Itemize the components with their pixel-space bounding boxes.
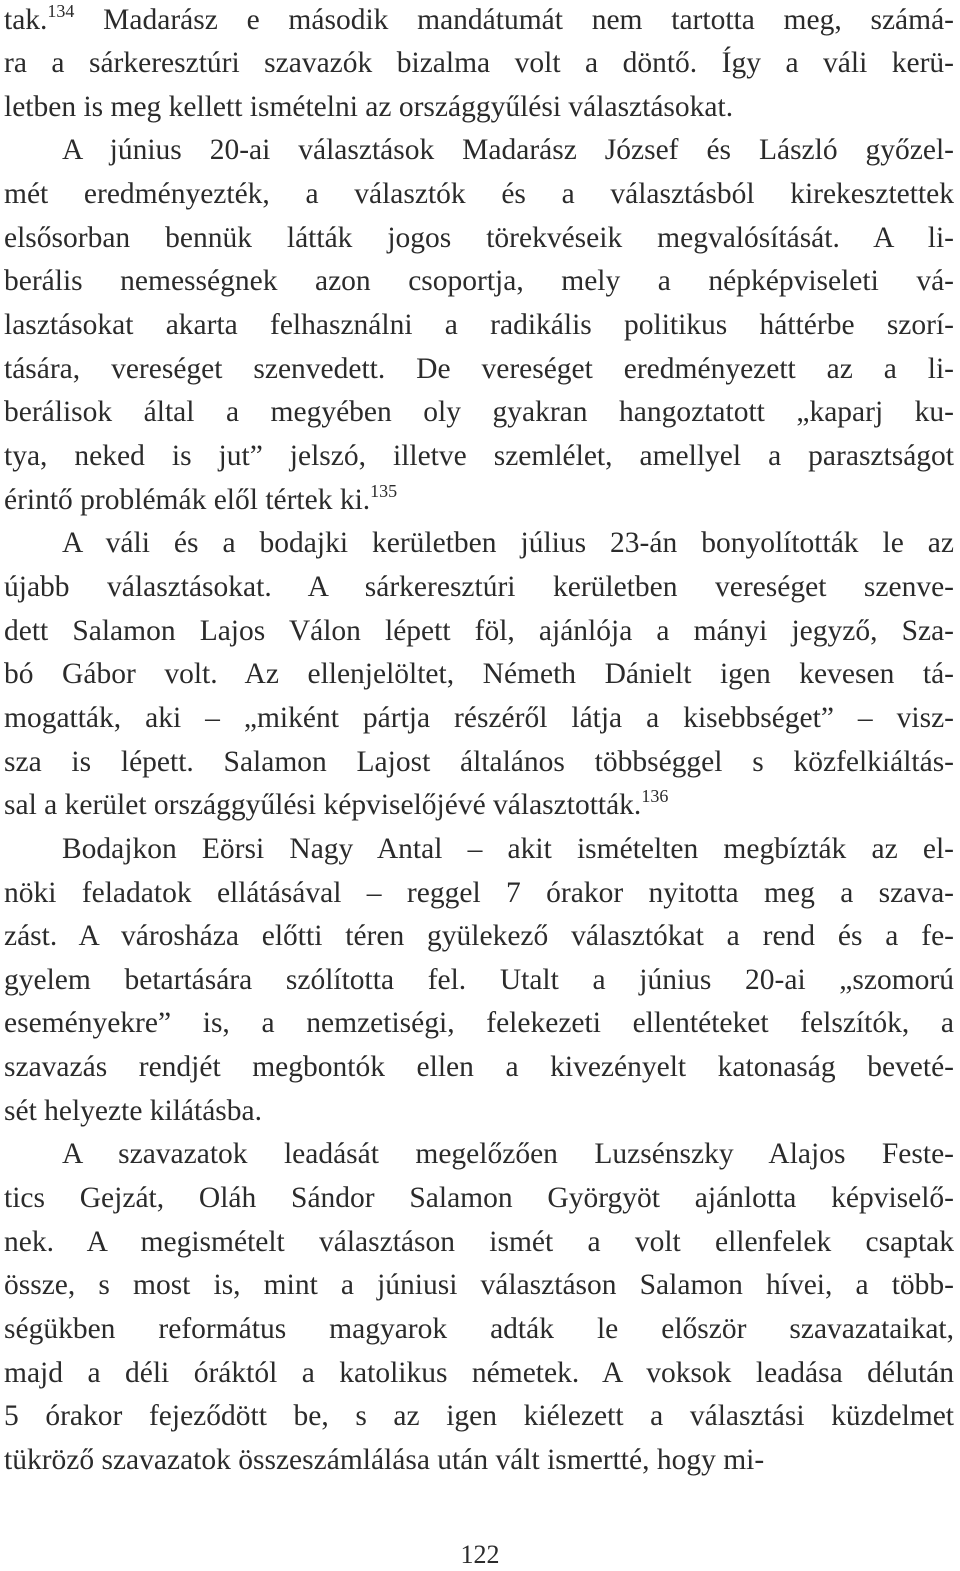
text-segment: szavazás rendjét megbontók ellen a kivezényelt katonaság beveté- (4, 1051, 954, 1084)
text-segment: majd a déli óráktól a katolikus németek. A voksok leadása délután (4, 1356, 954, 1389)
footnote-ref: 135 (370, 480, 398, 501)
text-line (4, 1002, 954, 1045)
text-segment: A szavazatok leadását megelőzően Luzsénszky Alajos Feste- (62, 1138, 954, 1171)
text-segment: tya, neked is jut” jelszó, illetve szemlélet, amellyel a parasztságot (4, 440, 954, 472)
text-line (4, 217, 954, 260)
text-segment: sal a kerület országgyűlési képviselőjévé választották. (4, 789, 642, 822)
text-segment: gyelem betartására szólította fel. Utalt a június 20-ai „szomorú (4, 963, 954, 996)
footnote-ref: 136 (641, 786, 669, 807)
text-segment: mogatták, aki – „miként pártja részéről látja a kisebbséget” – visz- (4, 701, 954, 734)
text-line (4, 1352, 954, 1395)
text-line (4, 42, 954, 85)
text-segment: eseményekre” is, a nemzetiségi, felekezeti ellentéteket felszítók, a (4, 1007, 954, 1040)
text-segment: újabb választásokat. A sárkeresztúri kerületben vereséget szenve- (4, 570, 954, 603)
text-segment: nöki feladatok ellátásával – reggel 7 órakor nyitotta meg a szava- (4, 876, 954, 909)
text-line (4, 1046, 954, 1089)
text-segment: berális nemességnek azon csoportja, mely a népképviseleti vá- (4, 265, 954, 298)
text-segment: össze, s most is, mint a júniusi választáson Salamon hívei, a több- (4, 1269, 954, 1302)
text-segment: A június 20-ai választások Madarász József és László győzel- (62, 134, 954, 167)
text-segment: tak. (4, 3, 48, 36)
text-line (4, 173, 954, 216)
text-line (4, 348, 954, 391)
text-segment: berálisok által a megyében oly gyakran hangoztatott „kaparj ku- (4, 396, 954, 429)
text-line (4, 1090, 954, 1133)
text-line (4, 653, 954, 696)
text-line (4, 741, 954, 784)
text-line (4, 784, 954, 827)
text-line (62, 1133, 954, 1176)
text-segment: Bodajkon Eörsi Nagy Antal – akit ismételten megbízták az el- (62, 832, 954, 865)
text-line (4, 1264, 954, 1307)
text-line (62, 522, 954, 565)
text-segment: mét eredményezték, a választók és a választásból kirekesztettek (4, 178, 954, 211)
text-segment: tükröző szavazatok összeszámlálása után vált ismertté, hogy mi- (4, 1443, 765, 1476)
text-segment: Madarász e második mandátumát nem tartotta meg, számá- (74, 3, 954, 36)
text-line (4, 566, 954, 609)
text-segment: érintő problémák elől tértek ki. (4, 483, 371, 516)
text-line (4, 1395, 954, 1438)
text-segment: sza is lépett. Salamon Lajost általános többséggel s közfelkiáltás- (4, 745, 954, 778)
footnote-ref: 134 (47, 0, 75, 21)
text-line (4, 1177, 954, 1220)
text-line (4, 610, 954, 653)
text-line (4, 872, 954, 915)
text-segment: nek. A megismételt választáson ismét a volt ellenfelek csaptak (4, 1225, 954, 1258)
text-segment: bó Gábor volt. Az ellenjelöltet, Németh Dánielt igen kevesen tá- (4, 658, 954, 691)
text-line (4, 0, 954, 42)
text-line (4, 1439, 954, 1482)
text-segment: zást. A városháza előtti téren gyülekező választókat a rend és a fe- (4, 920, 954, 953)
text-line (4, 915, 954, 958)
text-segment: tics Gejzát, Oláh Sándor Salamon Györgyöt ajánlotta képviselő- (4, 1182, 954, 1215)
text-segment: dett Salamon Lajos Válon lépett föl, ajánlója a mányi jegyző, Sza- (4, 614, 954, 647)
text-line (4, 697, 954, 740)
text-line (4, 435, 954, 478)
text-segment: sét helyezte kilátásba. (4, 1094, 263, 1127)
text-line (4, 86, 954, 129)
text-segment: lasztásokat akarta felhasználni a radikális politikus háttérbe szorí- (4, 309, 954, 342)
text-line (4, 1308, 954, 1351)
text-line (4, 391, 954, 434)
text-segment: elsősorban bennük látták jogos törekvéseik megvalósítását. A li- (4, 221, 954, 254)
text-segment: ra a sárkeresztúri szavazók bizalma volt a döntő. Így a váli kerü- (4, 47, 954, 80)
text-line (4, 959, 954, 1002)
text-segment: 5 órakor fejeződött be, s az igen kiélezett a választási küzdelmet (4, 1400, 954, 1433)
text-segment: letben is meg kellett ismételni az országgyűlési választásokat. (4, 90, 734, 123)
text-line (4, 260, 954, 303)
text-line (4, 1221, 954, 1264)
page-number: 122 (460, 1540, 500, 1569)
text-line (4, 479, 954, 522)
text-segment: ségükben református magyarok adták le először szavazataikat, (4, 1313, 954, 1345)
text-line (62, 129, 954, 172)
text-line (62, 828, 954, 871)
text-segment: A váli és a bodajki kerületben július 23-án bonyolították le az (62, 527, 954, 560)
text-line (4, 304, 954, 347)
text-segment: tására, vereséget szenvedett. De vereséget eredményezett az a li- (4, 352, 954, 385)
